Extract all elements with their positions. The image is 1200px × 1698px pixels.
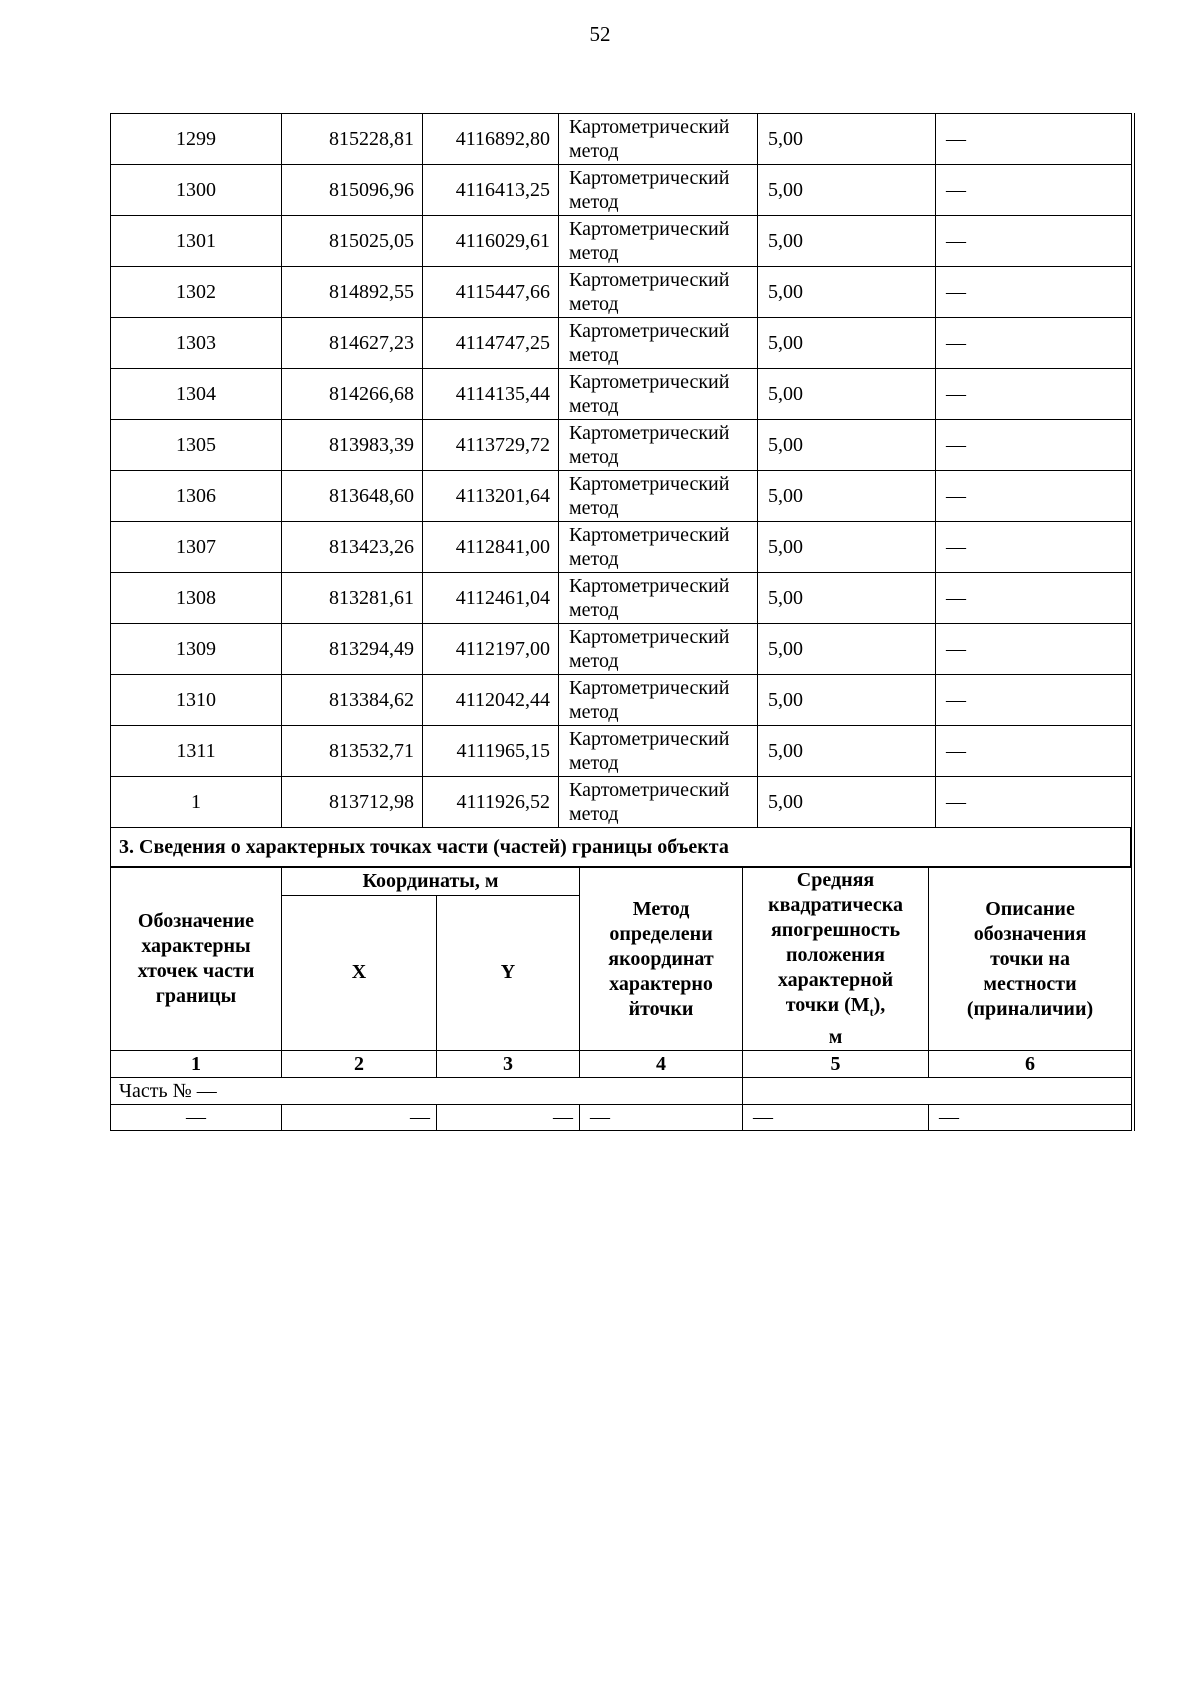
point-description: —: [936, 114, 1132, 165]
method-line-2: метод: [569, 242, 619, 264]
method-line-2: метод: [569, 803, 619, 825]
point-y: 4115447,66: [423, 267, 559, 318]
point-x: 813281,61: [282, 573, 423, 624]
point-y: 4112841,00: [423, 522, 559, 573]
point-error: 5,00: [758, 369, 936, 420]
point-x: 815096,96: [282, 165, 423, 216]
point-error: 5,00: [758, 624, 936, 675]
point-method: [559, 675, 758, 726]
column-number: 6: [929, 1051, 1132, 1078]
point-method: [559, 267, 758, 318]
point-method: [559, 369, 758, 420]
point-x: 813423,26: [282, 522, 423, 573]
point-row: [111, 267, 1132, 318]
point-y: 4111965,15: [423, 726, 559, 777]
point-y: 4114747,25: [423, 318, 559, 369]
point-error: 5,00: [758, 420, 936, 471]
column-number: 5: [743, 1051, 929, 1078]
header-method: Метод определени якоординат характерно йточки: [580, 868, 743, 1051]
method-line-1: Картометрический: [569, 677, 730, 699]
header-coordinates: Координаты, м: [282, 868, 580, 896]
part-y-dash: —: [437, 1105, 580, 1131]
part-method-dash: —: [580, 1105, 743, 1131]
method-line-2: метод: [569, 497, 619, 519]
method-line-1: Картометрический: [569, 269, 730, 291]
column-number: 3: [437, 1051, 580, 1078]
point-y: 4112197,00: [423, 624, 559, 675]
point-description: —: [936, 165, 1132, 216]
point-method: [559, 114, 758, 165]
method-line-1: Картометрический: [569, 779, 730, 801]
point-number: 1308: [111, 573, 282, 624]
point-row: [111, 114, 1132, 165]
point-description: —: [936, 420, 1132, 471]
point-method: [559, 318, 758, 369]
point-description: —: [936, 777, 1132, 828]
point-x: 813983,39: [282, 420, 423, 471]
point-description: —: [936, 267, 1132, 318]
point-y: 4114135,44: [423, 369, 559, 420]
point-method: [559, 777, 758, 828]
point-error: 5,00: [758, 522, 936, 573]
point-error: 5,00: [758, 471, 936, 522]
point-description: —: [936, 624, 1132, 675]
point-description: —: [936, 471, 1132, 522]
point-number: 1306: [111, 471, 282, 522]
point-row: [111, 318, 1132, 369]
point-y: 4113729,72: [423, 420, 559, 471]
point-row: [111, 624, 1132, 675]
method-line-1: Картометрический: [569, 371, 730, 393]
point-y: 4111926,52: [423, 777, 559, 828]
point-row: [111, 726, 1132, 777]
page-number: 52: [589, 22, 611, 46]
method-line-1: Картометрический: [569, 575, 730, 597]
part-description-dash: —: [929, 1105, 1132, 1131]
point-y: 4113201,64: [423, 471, 559, 522]
method-line-1: Картометрический: [569, 218, 730, 240]
part-point-dash: —: [111, 1105, 282, 1131]
method-line-2: метод: [569, 293, 619, 315]
document-sheet: [110, 113, 1135, 1131]
header-y: Y: [437, 895, 580, 1050]
method-line-1: Картометрический: [569, 320, 730, 342]
point-x: 815228,81: [282, 114, 423, 165]
point-error: 5,00: [758, 318, 936, 369]
point-method: [559, 471, 758, 522]
method-line-2: метод: [569, 446, 619, 468]
point-method: [559, 624, 758, 675]
point-y: 4112461,04: [423, 573, 559, 624]
point-description: —: [936, 675, 1132, 726]
point-error: 5,00: [758, 675, 936, 726]
method-line-1: Картометрический: [569, 422, 730, 444]
point-row: [111, 216, 1132, 267]
point-method: [559, 165, 758, 216]
point-row: [111, 777, 1132, 828]
method-line-1: Картометрический: [569, 626, 730, 648]
point-description: —: [936, 369, 1132, 420]
method-line-2: метод: [569, 395, 619, 417]
method-line-1: Картометрический: [569, 116, 730, 138]
method-line-2: метод: [569, 650, 619, 672]
point-y: 4116029,61: [423, 216, 559, 267]
method-line-2: метод: [569, 701, 619, 723]
point-row: [111, 420, 1132, 471]
point-error: 5,00: [758, 726, 936, 777]
point-number: 1302: [111, 267, 282, 318]
method-line-2: метод: [569, 548, 619, 570]
point-number: 1309: [111, 624, 282, 675]
point-x: 814892,55: [282, 267, 423, 318]
point-x: 814266,68: [282, 369, 423, 420]
point-x: 813648,60: [282, 471, 423, 522]
part-label-blank: [743, 1078, 1132, 1105]
point-row: [111, 165, 1132, 216]
point-method: [559, 420, 758, 471]
point-description: —: [936, 216, 1132, 267]
point-number: 1305: [111, 420, 282, 471]
point-number: 1300: [111, 165, 282, 216]
header-error: Средняя квадратическа япогрешность положения характерной точки $(M_t)$, м: [743, 868, 929, 1051]
header-description: Описание обозначения точки на местности (приналичии): [929, 868, 1132, 1051]
method-line-2: метод: [569, 599, 619, 621]
method-line-1: Картометрический: [569, 728, 730, 750]
part-points-table: [110, 867, 1132, 1131]
part-x-dash: —: [282, 1105, 437, 1131]
point-description: —: [936, 573, 1132, 624]
point-error: 5,00: [758, 777, 936, 828]
point-row: [111, 573, 1132, 624]
point-description: —: [936, 726, 1132, 777]
point-error: 5,00: [758, 573, 936, 624]
point-y: 4116892,80: [423, 114, 559, 165]
point-method: [559, 216, 758, 267]
point-number: 1301: [111, 216, 282, 267]
point-method: [559, 726, 758, 777]
point-row: [111, 675, 1132, 726]
point-error: 5,00: [758, 267, 936, 318]
point-number: 1310: [111, 675, 282, 726]
method-line-1: Картометрический: [569, 167, 730, 189]
point-y: 4116413,25: [423, 165, 559, 216]
point-x: 813532,71: [282, 726, 423, 777]
point-method: [559, 522, 758, 573]
point-method: [559, 573, 758, 624]
point-x: 815025,05: [282, 216, 423, 267]
table-double-border: [1131, 113, 1135, 1131]
point-number: 1307: [111, 522, 282, 573]
method-line-2: метод: [569, 191, 619, 213]
point-number: 1: [111, 777, 282, 828]
point-row: [111, 369, 1132, 420]
point-description: —: [936, 318, 1132, 369]
method-line-2: метод: [569, 140, 619, 162]
point-x: 813384,62: [282, 675, 423, 726]
point-error: 5,00: [758, 216, 936, 267]
method-line-1: Картометрический: [569, 524, 730, 546]
column-number: 2: [282, 1051, 437, 1078]
boundary-points-table: [110, 113, 1132, 828]
point-error: 5,00: [758, 165, 936, 216]
point-x: 813294,49: [282, 624, 423, 675]
method-line-1: Картометрический: [569, 473, 730, 495]
header-designation: Обозначение характерны хточек части границы: [111, 868, 282, 1051]
point-number: 1299: [111, 114, 282, 165]
part-error-dash: —: [743, 1105, 929, 1131]
column-number: 1: [111, 1051, 282, 1078]
method-line-2: метод: [569, 752, 619, 774]
point-number: 1303: [111, 318, 282, 369]
point-description: —: [936, 522, 1132, 573]
point-y: 4112042,44: [423, 675, 559, 726]
point-x: 813712,98: [282, 777, 423, 828]
column-number: 4: [580, 1051, 743, 1078]
point-error: 5,00: [758, 114, 936, 165]
point-number: 1311: [111, 726, 282, 777]
header-x: X: [282, 895, 437, 1050]
section-3-title: 3. Сведения о характерных точках части (частей) границы объекта: [110, 828, 1131, 867]
point-row: [111, 471, 1132, 522]
point-x: 814627,23: [282, 318, 423, 369]
point-number: 1304: [111, 369, 282, 420]
part-label: Часть № —: [111, 1078, 743, 1105]
method-line-2: метод: [569, 344, 619, 366]
point-row: [111, 522, 1132, 573]
